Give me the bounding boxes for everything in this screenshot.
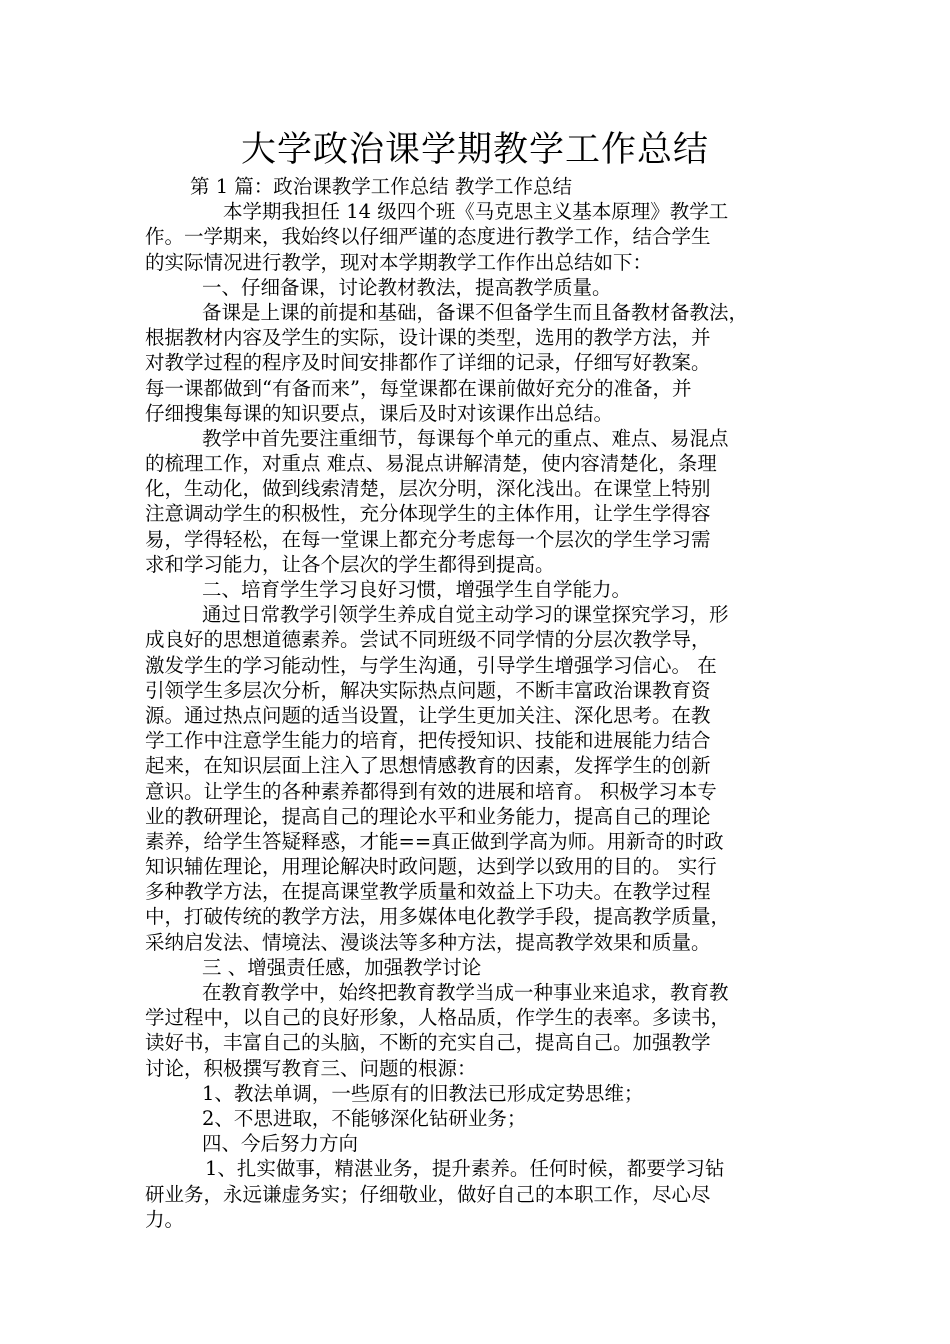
paragraph-line: 力。 (145, 1207, 185, 1231)
chapter-heading: 第 1 篇：政治课教学工作总结 教学工作总结 (190, 175, 573, 198)
paragraph-line: 多种教学方法，在提高课堂教学质量和效益上下功夫。在教学过程 (145, 880, 711, 904)
paragraph-line: 学过程中，以自己的良好形象，人格品质，作学生的表率。多读书， (145, 1006, 731, 1030)
paragraph-line: 仔细搜集每课的知识要点，课后及时对该课作出总结。 (145, 401, 614, 425)
paragraph-line: 的实际情况进行教学，现对本学期教学工作作出总结如下： (145, 250, 653, 274)
paragraph-line: 在教育教学中，始终把教育教学当成一种事业来追求，教育教 (202, 981, 729, 1004)
list-item: 1、扎实做事，精湛业务，提升素养。任何时候，都要学习钻 (205, 1157, 725, 1181)
section-heading: 二、培育学生学习良好习惯，增强学生自学能力。 (202, 578, 632, 601)
paragraph-line: 业的教研理论，提高自己的理论水平和业务能力，提高自己的理论 (145, 804, 711, 828)
document-body (145, 174, 825, 1232)
paragraph-line: 的梳理工作，对重点 难点、易混点讲解清楚，使内容清楚化，条理 (145, 452, 717, 476)
paragraph-line: 注意调动学生的积极性，充分体现学生的主体作用，让学生学得容 (145, 502, 711, 526)
document-title: 大学政治课学期教学工作总结 (240, 130, 709, 170)
paragraph-line: 讨论，积极撰写教育三、问题的根源： (145, 1056, 477, 1080)
list-item: 2、不思进取，不能够深化钻研业务； (202, 1106, 527, 1130)
section-heading: 三 、增强责任感，加强教学讨论 (202, 955, 482, 979)
paragraph-line: 成良好的思想道德素养。尝试不同班级不同学情的分层次教学导， (145, 628, 711, 652)
section-heading: 四、今后努力方向 (202, 1132, 359, 1156)
paragraph-line: 本学期我担任 14 级四个班《马克思主义基本原理》教学工 (223, 200, 729, 224)
paragraph-line: 采纳启发法、情境法、漫谈法等多种方法，提高教学效果和质量。 (145, 930, 711, 954)
paragraph-line: 学工作中注意学生能力的培育，把传授知识、技能和进展能力结合 (145, 729, 711, 753)
paragraph-line: 备课是上课的前提和基础，备课不但备学生而且备教材备教法， (202, 300, 749, 324)
paragraph-line: 化，生动化，做到线索清楚，层次分明，深化浅出。在课堂上特别 (145, 477, 711, 501)
paragraph-line: 意识。让学生的各种素养都得到有效的进展和培育。 积极学习本专 (145, 779, 717, 803)
paragraph-line: 教学中首先要注重细节，每课每个单元的重点、难点、易混点 (202, 426, 729, 450)
paragraph-line: 知识辅佐理论，用理论解决时政问题，达到学以致用的目的。 实行 (145, 855, 717, 879)
section-heading: 一、仔细备课，讨论教材教法，提高教学质量。 (202, 275, 612, 299)
paragraph-line: 对教学过程的程序及时间安排都作了详细的记录，仔细写好教案。 (145, 351, 711, 375)
paragraph-line: 易，学得轻松，在每一堂课上都充分考虑每一个层次的学生学习需 (145, 527, 711, 551)
paragraph-line: 研业务，永远谦虚务实；仔细敬业，做好自己的本职工作，尽心尽 (145, 1182, 711, 1206)
list-item: 1、教法单调，一些原有的旧教法已形成定势思维； (202, 1081, 644, 1105)
paragraph-line: 引领学生多层次分析，解决实际热点问题，不断丰富政治课教育资 (145, 678, 711, 702)
paragraph-line: 通过日常教学引领学生养成自觉主动学习的课堂探究学习，形 (202, 603, 729, 627)
paragraph-line: 源。通过热点问题的适当设置，让学生更加关注、深化思考。在教 (145, 703, 711, 727)
paragraph-line: 激发学生的学习能动性，与学生沟通，引导学生增强学习信心。 在 (145, 653, 717, 677)
paragraph-line: 根据教材内容及学生的实际，设计课的类型，选用的教学方法，并 (145, 326, 711, 350)
paragraph-line: 中，打破传统的教学方法，用多媒体电化教学手段，提高教学质量， (145, 905, 731, 929)
paragraph-line: 起来，在知识层面上注入了思想情感教育的因素，发挥学生的创新 (145, 754, 711, 778)
paragraph-line: 作。一学期来，我始终以仔细严谨的态度进行教学工作，结合学生 (145, 225, 711, 249)
paragraph-line: 每一课都做到“有备而来”，每堂课都在课前做好充分的准备，并 (145, 376, 692, 400)
paragraph-line: 素养，给学生答疑释惑，才能==真正做到学高为师。用新奇的时政 (145, 829, 724, 853)
paragraph-line: 读好书，丰富自己的头脑，不断的充实自己，提高自己。加强教学 (145, 1031, 711, 1055)
paragraph-line: 求和学习能力，让各个层次的学生都得到提高。 (145, 552, 555, 576)
